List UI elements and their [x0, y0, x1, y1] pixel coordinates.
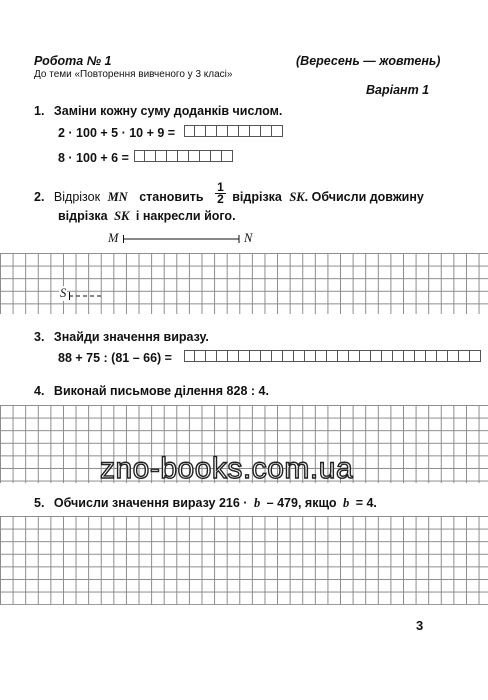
drawing-grid-task-2[interactable] — [0, 253, 488, 314]
fraction-denominator: 2 — [217, 192, 224, 207]
task-3 — [34, 330, 209, 344]
segment-mn — [123, 234, 241, 244]
answer-cells-b[interactable] — [134, 150, 233, 162]
page-number: 3 — [416, 618, 424, 633]
task-number: 5. — [34, 496, 45, 510]
point-m-label: M — [108, 231, 119, 245]
segment-sk-start — [69, 290, 105, 302]
task-text: і накресли його. — [135, 209, 236, 223]
task-text: Заміни кожну суму доданків числом. — [53, 104, 283, 118]
task-number: 3. — [34, 330, 45, 344]
task-2-line-2 — [58, 209, 236, 224]
task-5 — [34, 496, 377, 511]
answer-cells-a[interactable] — [184, 125, 283, 137]
task-text: Обчисли значення виразу 216 · — [53, 496, 248, 510]
task-1 — [34, 104, 282, 118]
task-number: 4. — [34, 384, 45, 398]
task-text: . Обчисли довжину — [304, 190, 424, 204]
point-n-label: N — [244, 231, 253, 245]
period-label: (Вересень — жовтень) — [296, 54, 441, 68]
task-text: – 479, якщо — [266, 496, 337, 510]
task-3-expression: 88 + 75 : (81 – 66) = — [58, 351, 172, 365]
variant-label: Варіант 1 — [366, 83, 430, 97]
task-text: становить — [139, 190, 204, 204]
working-grid-task-5[interactable] — [0, 516, 488, 605]
task-text: відрізка — [58, 209, 108, 223]
task-text: = 4. — [355, 496, 377, 510]
answer-cells-task-3[interactable] — [184, 350, 481, 362]
task-1-expression-a: 2 · 100 + 5 · 10 + 9 = — [58, 126, 176, 140]
segment-sk-label: SK — [289, 190, 305, 204]
task-number: 2. — [34, 190, 45, 204]
watermark: zno-books.com.ua — [100, 452, 354, 485]
task-2-line-1 — [34, 180, 424, 207]
topic-label: До теми «Повторення вивченого у 3 класі» — [34, 69, 233, 80]
task-text: Знайди значення виразу. — [53, 330, 209, 344]
task-text: Виконай письмове ділення 828 : 4. — [53, 384, 269, 398]
task-number: 1. — [34, 104, 45, 118]
point-s-label: S — [60, 286, 67, 300]
task-text: Відрізок — [53, 190, 101, 204]
variable-b: b — [253, 496, 261, 510]
fraction-one-half — [215, 182, 226, 205]
segment-mn-label: MN — [107, 190, 128, 204]
task-4 — [34, 384, 269, 398]
fraction-numerator: 1 — [217, 180, 224, 195]
segment-sk-label: SK — [114, 209, 130, 223]
work-title: Робота № 1 — [34, 54, 112, 68]
task-1-expression-b: 8 · 100 + 6 = — [58, 151, 129, 165]
variable-b: b — [342, 496, 350, 510]
task-text: відрізка — [232, 190, 282, 204]
